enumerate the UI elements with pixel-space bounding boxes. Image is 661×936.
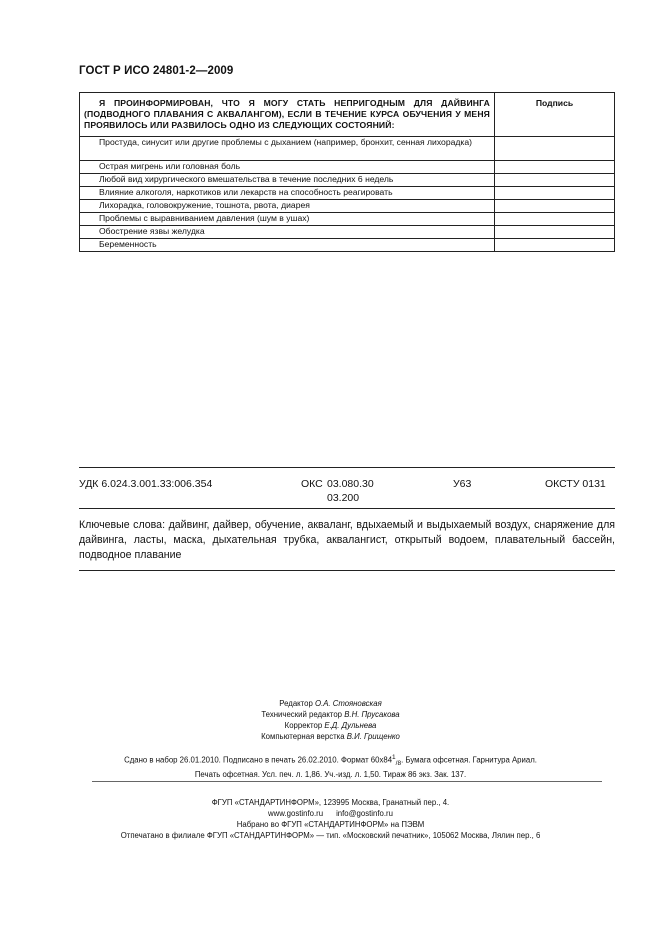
signature-cell[interactable] — [495, 200, 615, 213]
conditions-table — [79, 92, 615, 252]
table-row — [80, 239, 615, 252]
publisher-rule — [92, 781, 602, 782]
udk-code: УДК 6.024.3.001.33:006.354 — [79, 478, 213, 490]
print-info-text-1a: Сдано в набор 26.01.2010. Подписано в печать 26.02.2010. Формат 60x84 — [124, 755, 393, 765]
conditions-heading-text: Я ПРОИНФОРМИРОВАН, ЧТО Я МОГУ СТАТЬ НЕПРИГОДНЫМ ДЛЯ ДАЙВИНГА (ПОДВОДНОГО ПЛАВАНИЯ С АКВАЛАНГОМ), ЕСЛИ В ТЕЧЕНИЕ КУРСА ОБУЧЕНИЯ У МЕНЯ ПРОЯВИЛОСЬ ИЛИ РАЗВИЛОСЬ ОДНО ИЗ СЛЕДУЮЩИХ СОСТОЯНИЙ: — [84, 98, 490, 130]
oks-label: ОКС — [301, 478, 323, 490]
publisher-address: ФГУП «СТАНДАРТИНФОРМ», 123995 Москва, Гранатный пер., 4. — [211, 798, 450, 807]
conditions-heading — [80, 93, 495, 137]
condition-cell — [80, 239, 495, 252]
proofreader-line — [0, 720, 661, 731]
signature-cell[interactable] — [495, 239, 615, 252]
publisher-email[interactable]: info@gostinfo.ru — [336, 809, 393, 818]
layout-line — [0, 731, 661, 742]
document-header: ГОСТ Р ИСО 24801-2—2009 — [79, 65, 234, 77]
table-row — [80, 174, 615, 187]
signature-cell[interactable] — [495, 226, 615, 239]
print-info-block — [0, 752, 661, 780]
condition-cell — [80, 187, 495, 200]
condition-text: Обострение язвы желудка — [99, 226, 205, 236]
condition-text: Лихорадка, головокружение, тошнота, рвота, диарея — [99, 200, 310, 210]
oks-code-1: 03.080.30 — [327, 478, 374, 490]
condition-cell — [80, 226, 495, 239]
format-subscript: /8 — [395, 760, 402, 768]
keywords-bottom-rule — [79, 570, 615, 571]
publisher-block — [0, 797, 661, 841]
tech-editor-line — [0, 709, 661, 720]
print-info-line-1 — [0, 752, 661, 769]
signature-cell[interactable] — [495, 174, 615, 187]
classification-top-rule — [79, 467, 615, 468]
condition-cell — [80, 161, 495, 174]
signature-cell[interactable] — [495, 213, 615, 226]
layout-name: В.И. Грищенко — [346, 732, 400, 741]
signature-header: Подпись — [495, 93, 615, 137]
typeset-line: Набрано во ФГУП «СТАНДАРТИНФОРМ» на ПЭВМ — [236, 820, 425, 829]
condition-text: Проблемы с выравниванием давления (шум в ушах) — [99, 213, 310, 223]
category-code: У63 — [453, 478, 472, 490]
condition-text: Простуда, синусит или другие проблемы с дыханием (например, бронхит, сенная лихорадка) — [99, 137, 472, 147]
table-row — [80, 137, 615, 161]
print-info-text-1b: . Бумага офсетная. Гарнитура Ариал. — [401, 755, 537, 765]
publisher-website[interactable]: www.gostinfo.ru — [268, 809, 324, 818]
condition-cell — [80, 174, 495, 187]
tech-editor-role: Технический редактор — [261, 710, 343, 719]
condition-cell — [80, 200, 495, 213]
condition-text: Влияние алкоголя, наркотиков или лекарств на способность реагировать — [99, 187, 393, 197]
editor-name: О.А. Стояновская — [315, 699, 382, 708]
editor-role: Редактор — [279, 699, 313, 708]
table-row — [80, 213, 615, 226]
classification-bottom-rule — [79, 508, 615, 509]
printed-line: Отпечатано в филиале ФГУП «СТАНДАРТИНФОРМ» — тип. «Московский печатник», 105062 Москва, Лялин пер., 6 — [120, 831, 541, 840]
proofreader-role: Корректор — [284, 721, 323, 730]
condition-text: Беременность — [99, 239, 157, 249]
signature-cell[interactable] — [495, 187, 615, 200]
condition-cell — [80, 213, 495, 226]
condition-cell — [80, 137, 495, 161]
table-row — [80, 200, 615, 213]
tech-editor-name: В.Н. Прусакова — [344, 710, 400, 719]
table-row — [80, 161, 615, 174]
editor-line — [0, 698, 661, 709]
table-header-row — [80, 93, 615, 137]
signature-cell[interactable] — [495, 161, 615, 174]
okstu-code: ОКСТУ 0131 — [545, 478, 606, 490]
oks-code-2: 03.200 — [327, 492, 360, 504]
keywords-paragraph: Ключевые слова: дайвинг, дайвер, обучение, акваланг, вдыхаемый и выдыхаемый воздух, снаряжение для дайвинга, ласты, маска, дыхательная трубка, аквалангист, открытый водоем, плавательный бассейн, подводное плавание — [79, 519, 615, 561]
format-superscript: 1 — [392, 754, 396, 761]
proofreader-name: Е.Д. Дульнева — [324, 721, 377, 730]
credits-block — [0, 698, 661, 742]
table-row — [80, 226, 615, 239]
signature-cell[interactable] — [495, 137, 615, 161]
condition-text: Любой вид хирургического вмешательства в течение последних 6 недель — [99, 174, 394, 184]
layout-role: Компьютерная верстка — [261, 732, 345, 741]
table-row — [80, 187, 615, 200]
condition-text: Острая мигрень или головная боль — [99, 161, 241, 171]
print-info-line-2: Печать офсетная. Усл. печ. л. 1,86. Уч.-изд. л. 1,50. Тираж 86 экз. Зак. 137. — [194, 770, 467, 780]
publisher-contacts — [0, 808, 661, 819]
